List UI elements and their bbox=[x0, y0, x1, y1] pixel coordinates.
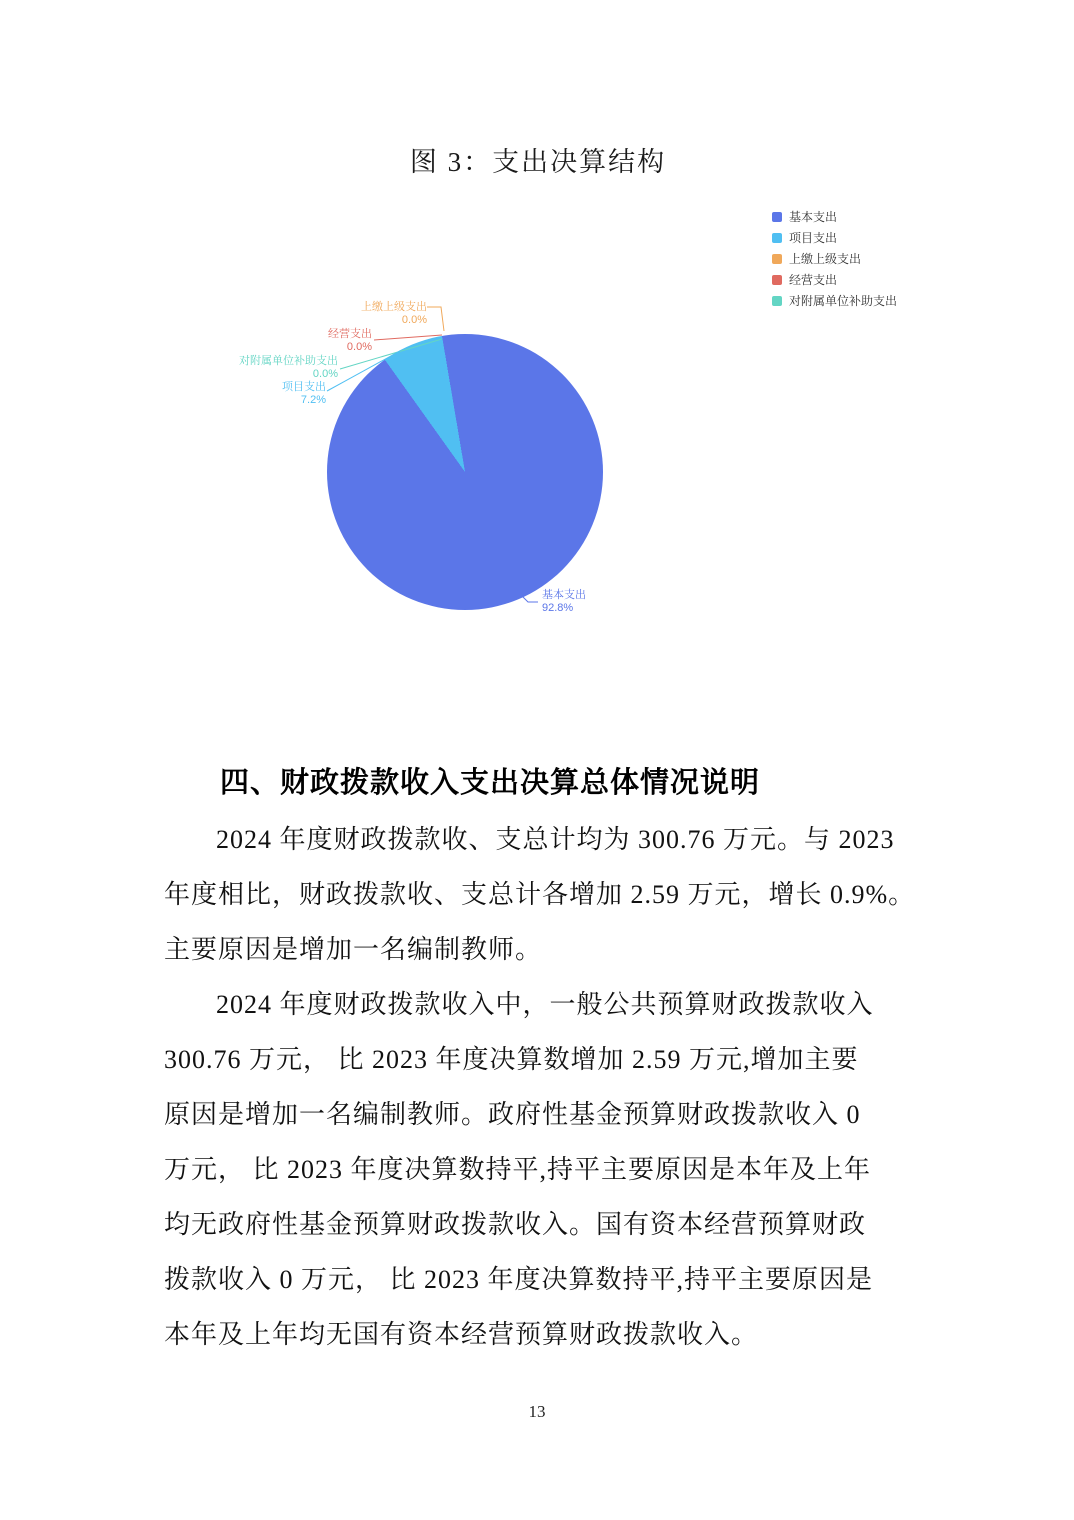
legend-label: 对附属单位补助支出 bbox=[789, 294, 898, 308]
leader-line bbox=[427, 307, 444, 331]
pie-slice-label: 上缴上级支出 0.0% bbox=[361, 301, 427, 326]
body-text-line: 300.76 万元， 比 2023 年度决算数增加 2.59 万元,增加主要 bbox=[164, 1045, 859, 1074]
page-number: 13 bbox=[528, 1402, 546, 1421]
legend-label: 上缴上级支出 bbox=[789, 252, 862, 266]
legend-item bbox=[772, 253, 897, 265]
legend-label: 基本支出 bbox=[789, 210, 838, 224]
body-text-line: 2024 年度财政拨款收、支总计均为 300.76 万元。与 2023 bbox=[216, 825, 895, 854]
legend-marker-icon bbox=[772, 233, 782, 243]
section-heading: 四、财政拨款收入支出决算总体情况说明 bbox=[220, 767, 761, 799]
legend-item bbox=[772, 211, 897, 223]
legend-marker-icon bbox=[772, 212, 782, 222]
pie-circle bbox=[327, 334, 603, 610]
legend-label: 项目支出 bbox=[789, 231, 838, 245]
body-text-line: 原因是增加一名编制教师。政府性基金预算财政拨款收入 0 bbox=[164, 1100, 861, 1129]
body-text-line: 本年及上年均无国有资本经营预算财政拨款收入。 bbox=[164, 1320, 759, 1349]
legend-item bbox=[772, 295, 897, 307]
pie-slice-label: 项目支出 7.2% bbox=[282, 381, 326, 406]
body-text-line: 2024 年度财政拨款收入中，一般公共预算财政拨款收入 bbox=[216, 990, 874, 1019]
pie-slice-label: 对附属单位补助支出 0.0% bbox=[239, 355, 338, 380]
pie-slice-label: 基本支出 92.8% bbox=[542, 589, 586, 614]
body-text-line: 主要原因是增加一名编制教师。 bbox=[164, 935, 543, 964]
body-text-line: 万元， 比 2023 年度决算数持平,持平主要原因是本年及上年 bbox=[164, 1155, 872, 1184]
chart-legend bbox=[772, 211, 897, 316]
body-text-line: 年度相比，财政拨款收、支总计各增加 2.59 万元，增长 0.9%。 bbox=[164, 880, 916, 909]
legend-marker-icon bbox=[772, 275, 782, 285]
figure-title: 图 3：支出决算结构 bbox=[409, 147, 667, 177]
legend-label: 经营支出 bbox=[789, 273, 838, 287]
body-text bbox=[164, 812, 916, 1362]
legend-item bbox=[772, 274, 897, 286]
pie-chart bbox=[0, 185, 1074, 665]
pie-slice-label: 经营支出 0.0% bbox=[328, 328, 372, 353]
body-text-line: 均无政府性基金预算财政拨款收入。国有资本经营预算财政 bbox=[164, 1210, 867, 1239]
legend-marker-icon bbox=[772, 254, 782, 264]
legend-marker-icon bbox=[772, 296, 782, 306]
legend-item bbox=[772, 232, 897, 244]
body-text-line: 拨款收入 0 万元， 比 2023 年度决算数持平,持平主要原因是 bbox=[164, 1265, 874, 1294]
